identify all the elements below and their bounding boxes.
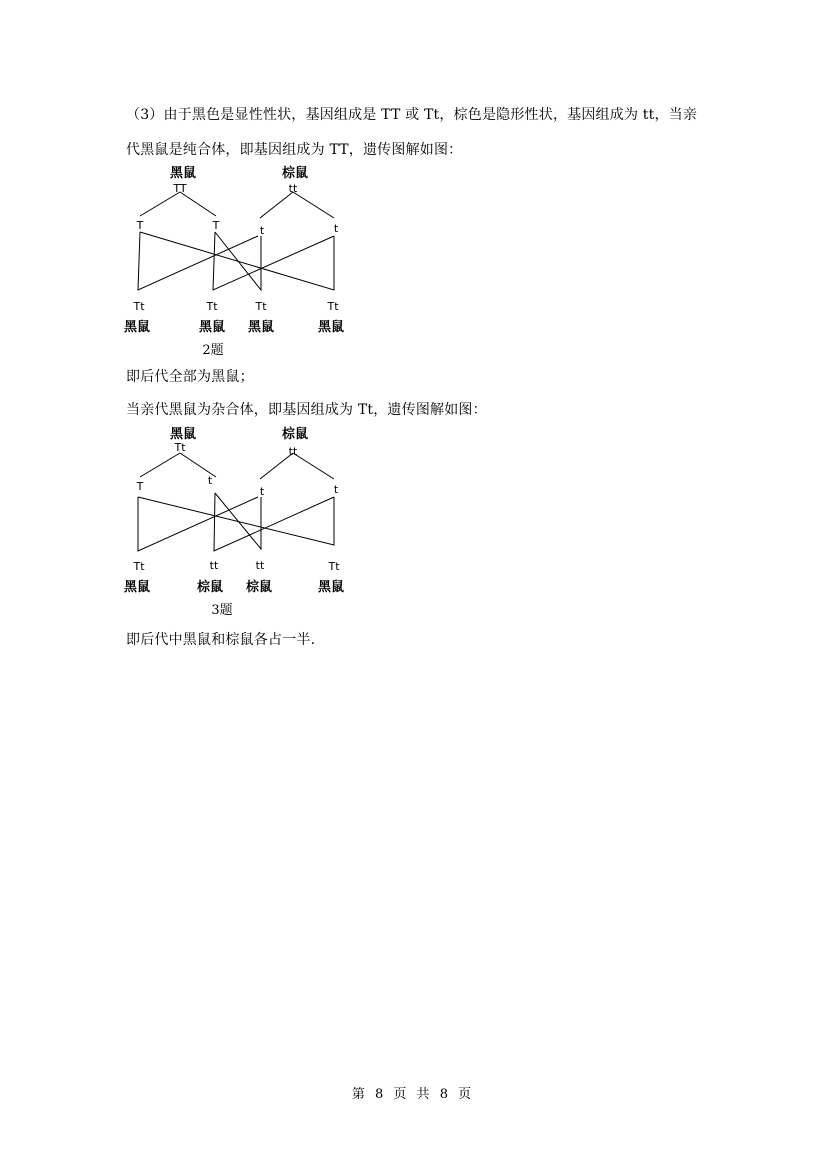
gamete: t [333, 222, 339, 235]
offspring-name: 棕鼠 [245, 580, 273, 595]
cross-line [140, 232, 334, 290]
offspring-name: 黑鼠 [247, 320, 275, 335]
offspring-genotype: Tt [328, 560, 340, 573]
offspring-name: 黑鼠 [123, 320, 151, 335]
branch-line [260, 192, 293, 218]
offspring-genotype: Tt [327, 300, 339, 313]
paragraph-intro: （3）由于黑色是显性性状，基因组成是 TT 或 Tt，棕色是隐形性状，基因组成为 tt，当亲 [126, 107, 698, 123]
offspring-name: 棕鼠 [196, 580, 224, 595]
cross-line [215, 232, 261, 290]
parent-right-genotype: tt [288, 445, 298, 458]
parent-right-genotype: tt [288, 182, 298, 195]
offspring-name: 黑鼠 [123, 580, 151, 595]
parent-right-name: 棕鼠 [281, 166, 309, 181]
offspring-name: 黑鼠 [317, 320, 345, 335]
parent-left-name: 黑鼠 [169, 166, 197, 181]
cross-line [138, 232, 258, 290]
genetic-diagram-homozygous [118, 164, 358, 364]
paragraph-conclusion-half: 即后代中黑鼠和棕鼠各占一半. [126, 632, 316, 648]
page-footer: 第 8 页 共 8 页 [351, 1087, 475, 1102]
gamete: t [207, 474, 213, 487]
offspring-name: 黑鼠 [198, 320, 226, 335]
parent-left-name: 黑鼠 [169, 427, 197, 442]
cross-line [213, 232, 334, 290]
gamete: t [333, 483, 339, 496]
diagram-caption: 3题 [211, 603, 233, 618]
gamete: t [259, 485, 265, 498]
diagram-caption: 2题 [202, 343, 224, 358]
offspring-genotype: tt [255, 559, 265, 572]
offspring-name: 黑鼠 [317, 580, 345, 595]
branch-line [140, 192, 180, 216]
parent-left-genotype: TT [173, 182, 187, 195]
offspring-genotype: tt [209, 559, 219, 572]
offspring-genotype: Tt [255, 300, 267, 313]
offspring-genotype: Tt [133, 300, 145, 313]
branch-line [293, 192, 334, 218]
branch-line [140, 453, 180, 477]
cross-line [214, 493, 334, 551]
gamete: T [212, 219, 220, 232]
offspring-genotype: Tt [206, 300, 218, 313]
gamete: T [136, 219, 144, 232]
gamete: T [136, 480, 144, 493]
offspring-genotype: Tt [133, 560, 145, 573]
branch-line [180, 192, 216, 216]
branch-line [293, 453, 334, 479]
genetic-diagram-heterozygous [118, 425, 358, 625]
paragraph-conclusion-all-black: 即后代全部为黑鼠； [126, 369, 254, 385]
paragraph-heterozygous-case: 当亲代黑鼠为杂合体，即基因组成为 Tt，遗传图解如图： [126, 402, 487, 418]
parent-right-name: 棕鼠 [281, 427, 309, 442]
parent-left-genotype: Tt [174, 441, 186, 454]
paragraph-homozygous-case: 代黑鼠是纯合体，即基因组成为 TT，遗传图解如图： [126, 142, 463, 158]
cross-lines [118, 425, 358, 625]
gamete: t [259, 224, 265, 237]
